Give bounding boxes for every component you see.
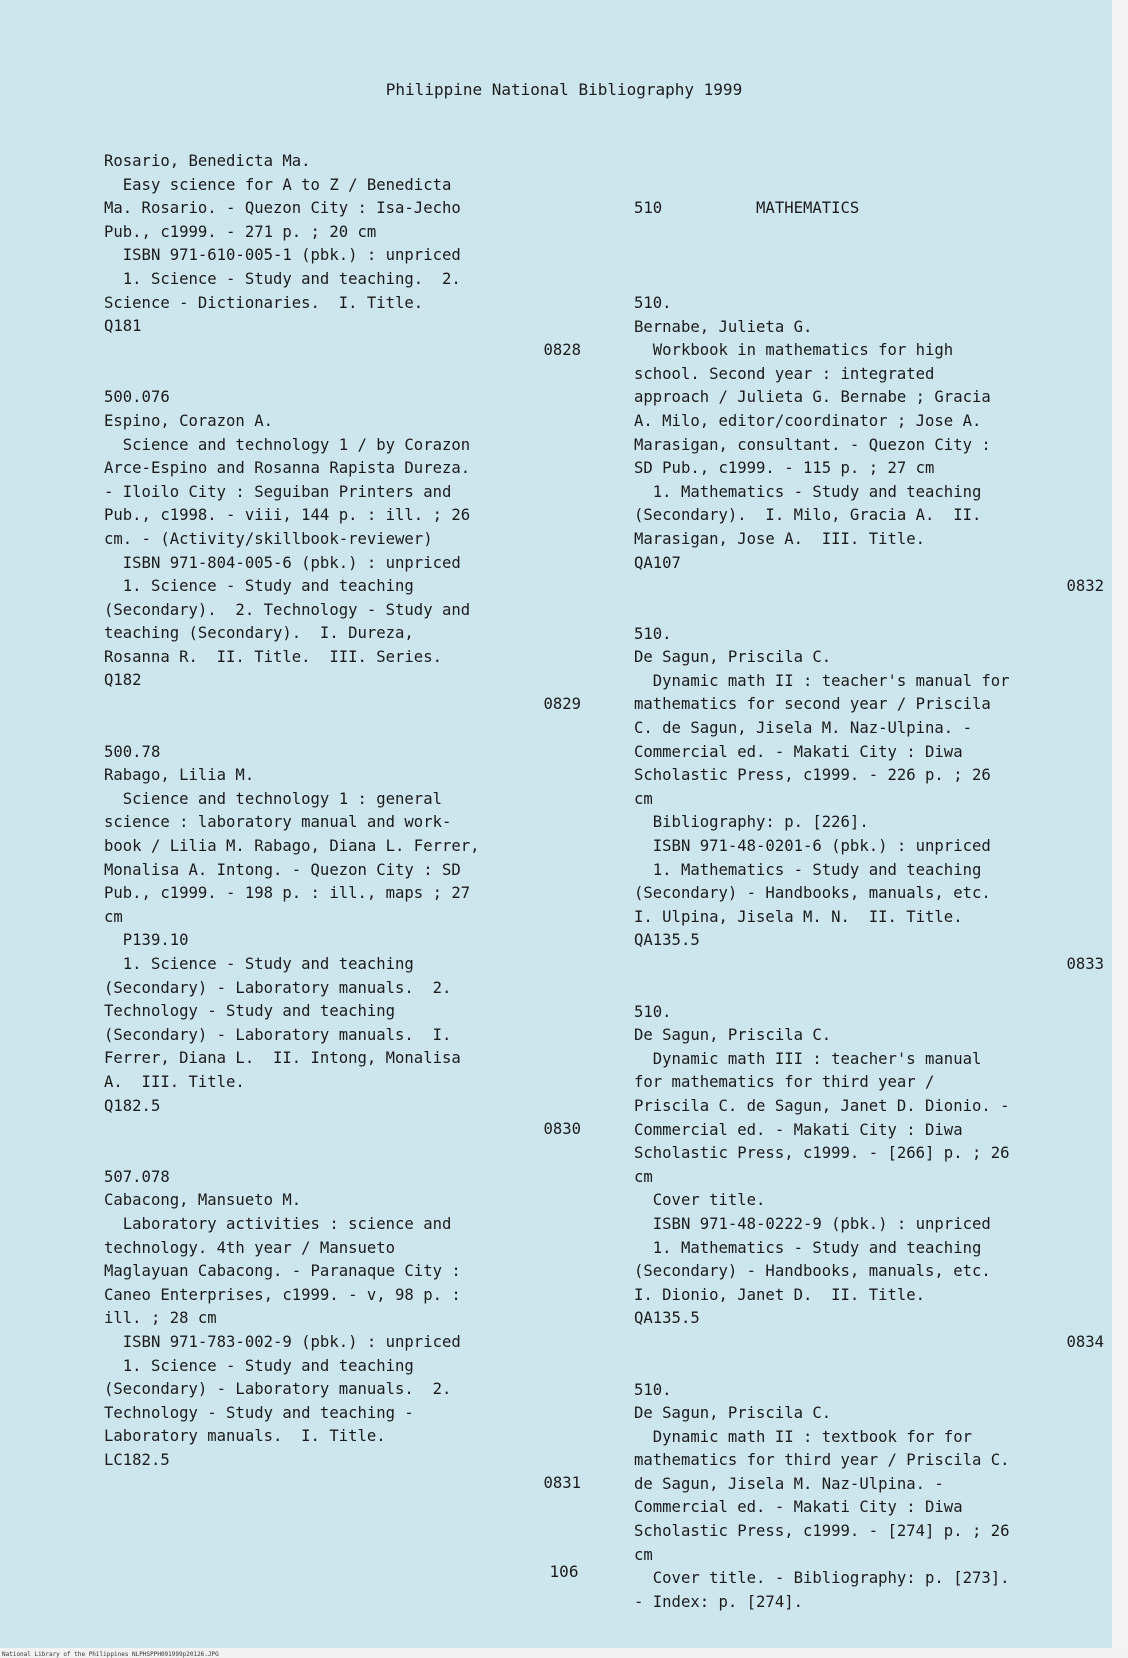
entry-line: (Secondary). 2. Technology - Study and [104, 600, 471, 619]
entry-line: 1. Science - Study and teaching [104, 1356, 414, 1375]
entry-line: ISBN 971-48-0201-6 (pbk.) : unpriced [634, 837, 991, 856]
entry-line: Monalisa A. Intong. - Quezon City : SD [104, 860, 461, 879]
entry-line: (Secondary) - Handbooks, manuals, etc. [634, 1262, 991, 1281]
entry-line: Bibliography: p. [226]. [634, 813, 869, 832]
entry-line: ill. ; 28 cm [104, 1309, 217, 1328]
accession-number: 0830 [543, 1120, 581, 1139]
entry-line: De Sagun, Priscila C. [634, 648, 832, 667]
entry-line: Cabacong, Mansueto M. [104, 1191, 302, 1210]
entry-line: for mathematics for third year / [634, 1073, 935, 1092]
entry-line: De Sagun, Priscila C. [634, 1026, 832, 1045]
entry-line: Commercial ed. - Makati City : Diwa [634, 1120, 963, 1139]
catalog-entry [104, 741, 584, 1142]
catalog-entry [634, 1001, 1104, 1355]
entry-line: Arce-Espino and Rosanna Rapista Dureza. [104, 459, 471, 478]
entry-line: Pub., c1999. - 271 p. ; 20 cm [104, 222, 377, 241]
section-heading: 510 MATHEMATICS [634, 199, 860, 218]
scan-footer-strip [0, 1648, 1128, 1658]
entry-line: Scholastic Press, c1999. - [266] p. ; 26 [634, 1144, 1010, 1163]
entry-line: Ferrer, Diana L. II. Intong, Monalisa [104, 1049, 461, 1068]
accession-number: 0834 [1066, 1332, 1104, 1351]
page-edge [1112, 0, 1128, 1658]
entry-line: De Sagun, Priscila C. [634, 1404, 832, 1423]
entry-line: book / Lilia M. Rabago, Diana L. Ferrer, [104, 837, 480, 856]
right-column [634, 150, 1104, 1638]
entry-line: ISBN 971-610-005-1 (pbk.) : unpriced [104, 246, 461, 265]
entry-line: 510. [634, 293, 672, 312]
entry-line: Marasigan, Jose A. III. Title. [634, 529, 926, 548]
entry-line: QA107 [634, 553, 681, 572]
entry-line: ISBN 971-804-005-6 (pbk.) : unpriced [104, 553, 461, 572]
entry-line: Science - Dictionaries. I. Title. [104, 293, 424, 312]
entry-line: mathematics for second year / Priscila [634, 695, 991, 714]
catalog-entry [104, 150, 584, 362]
entry-line: Ma. Rosario. - Quezon City : Isa-Jecho [104, 199, 461, 218]
entry-line: 500.78 [104, 742, 161, 761]
entry-line: - Index: p. [274]. [634, 1592, 803, 1611]
entry-line: Laboratory activities : science and [104, 1214, 452, 1233]
entry-line: school. Second year : integrated [634, 364, 935, 383]
accession-number: 0828 [543, 340, 581, 359]
entry-line: cm [634, 1167, 653, 1186]
entry-line: cm [634, 1545, 653, 1564]
entry-line: approach / Julieta G. Bernabe ; Gracia [634, 388, 991, 407]
entry-line: QA135.5 [634, 931, 700, 950]
entry-line: Q181 [104, 317, 142, 336]
entry-line: Scholastic Press, c1999. - 226 p. ; 26 [634, 766, 991, 785]
entry-line: Dynamic math II : textbook for for [634, 1427, 972, 1446]
entry-line: 1. Science - Study and teaching [104, 577, 414, 596]
entry-line: Cover title. - Bibliography: p. [273]. [634, 1569, 1010, 1588]
entry-line: 1. Science - Study and teaching. 2. [104, 269, 461, 288]
entry-line: Cover title. [634, 1191, 766, 1210]
entry-line: LC182.5 [104, 1450, 170, 1469]
entry-line: 500.076 [104, 388, 170, 407]
entry-line: Laboratory manuals. I. Title. [104, 1427, 386, 1446]
entry-line: cm [104, 907, 123, 926]
entry-line: Commercial ed. - Makati City : Diwa [634, 1498, 963, 1517]
entry-line: ISBN 971-783-002-9 (pbk.) : unpriced [104, 1332, 461, 1351]
entry-line: C. de Sagun, Jisela M. Naz-Ulpina. - [634, 719, 972, 738]
left-column [104, 150, 584, 1496]
entry-line: Marasigan, consultant. - Quezon City : [634, 435, 991, 454]
entry-line: (Secondary) - Laboratory manuals. I. [104, 1025, 452, 1044]
entry-line: Science and technology 1 : general [104, 789, 442, 808]
entry-line: Maglayuan Cabacong. - Paranaque City : [104, 1262, 461, 1281]
entry-line: A. III. Title. [104, 1072, 245, 1091]
entry-line: cm. - (Activity/skillbook-reviewer) [104, 529, 433, 548]
entry-line: science : laboratory manual and work- [104, 813, 452, 832]
entry-line: 1. Mathematics - Study and teaching [634, 860, 982, 879]
scan-credit: National Library of the Philippines NLPHSPPH091999p20126.JPG [2, 1651, 219, 1658]
entry-line: - Iloilo City : Seguiban Printers and [104, 482, 452, 501]
entry-line: Rosario, Benedicta Ma. [104, 152, 311, 170]
accession-number: 0829 [543, 695, 581, 714]
entry-line: 1. Mathematics - Study and teaching [634, 1238, 982, 1257]
catalog-entry [634, 623, 1104, 977]
entry-line: (Secondary). I. Milo, Gracia A. II. [634, 506, 982, 525]
entry-line: Q182.5 [104, 1096, 161, 1115]
entry-line: Bernabe, Julieta G. [634, 317, 813, 336]
entry-line: QA135.5 [634, 1309, 700, 1328]
catalog-entry [634, 292, 1104, 599]
catalog-entry [104, 386, 584, 716]
entry-line: SD Pub., c1999. - 115 p. ; 27 cm [634, 459, 935, 478]
accession-number: 0831 [543, 1474, 581, 1493]
entry-line: Easy science for A to Z / Benedicta [104, 175, 452, 194]
entry-line: Commercial ed. - Makati City : Diwa [634, 742, 963, 761]
entry-line: I. Ulpina, Jisela M. N. II. Title. [634, 907, 963, 926]
entry-line: Espino, Corazon A. [104, 411, 273, 430]
entry-line: 1. Science - Study and teaching [104, 955, 414, 973]
entry-line: Pub., c1999. - 198 p. : ill., maps ; 27 [104, 884, 471, 903]
entry-line: Workbook in mathematics for high [634, 341, 954, 360]
accession-number: 0832 [1066, 577, 1104, 596]
entry-line: Pub., c1998. - viii, 144 p. : ill. ; 26 [104, 506, 471, 525]
entry-line: cm [634, 789, 653, 808]
entry-line: ISBN 971-48-0222-9 (pbk.) : unpriced [634, 1214, 991, 1233]
accession-number: 0833 [1066, 955, 1104, 973]
catalog-entry [104, 1166, 584, 1496]
entry-line: de Sagun, Jisela M. Naz-Ulpina. - [634, 1474, 944, 1493]
entry-line: Rabago, Lilia M. [104, 766, 255, 785]
entry-line: (Secondary) - Laboratory manuals. 2. [104, 1380, 452, 1399]
entry-line: Rosanna R. II. Title. III. Series. [104, 647, 442, 666]
entry-line: 507.078 [104, 1167, 170, 1186]
entry-line: Dynamic math II : teacher's manual for [634, 671, 1010, 690]
entry-line: 510. [634, 1002, 672, 1021]
entry-line: Scholastic Press, c1999. - [274] p. ; 26 [634, 1522, 1010, 1541]
entry-line: A. Milo, editor/coordinator ; Jose A. [634, 411, 982, 430]
entry-line: Technology - Study and teaching - [104, 1403, 414, 1422]
running-head: Philippine National Bibliography 1999 [385, 80, 743, 99]
entry-line: (Secondary) - Laboratory manuals. 2. [104, 978, 452, 997]
entry-line: 1. Mathematics - Study and teaching [634, 482, 982, 501]
entry-line: Dynamic math III : teacher's manual [634, 1049, 982, 1068]
entry-line: Priscila C. de Sagun, Janet D. Dionio. - [634, 1096, 1010, 1115]
entry-line: Science and technology 1 / by Corazon [104, 435, 471, 454]
entry-line: I. Dionio, Janet D. II. Title. [634, 1285, 926, 1304]
entry-line: teaching (Secondary). I. Dureza, [104, 624, 414, 643]
entry-line: Q182 [104, 671, 142, 690]
page-number: 106 [549, 1562, 579, 1581]
entry-line: Technology - Study and teaching [104, 1002, 396, 1021]
entry-line: Caneo Enterprises, c1999. - v, 98 p. : [104, 1285, 461, 1304]
entry-line: (Secondary) - Handbooks, manuals, etc. [634, 884, 991, 903]
entry-line: P139.10 [104, 931, 189, 950]
entry-line: 510. [634, 1380, 672, 1399]
entry-line: mathematics for third year / Priscila C. [634, 1451, 1010, 1470]
entry-line: 510. [634, 624, 672, 643]
entry-line: technology. 4th year / Mansueto [104, 1238, 396, 1257]
